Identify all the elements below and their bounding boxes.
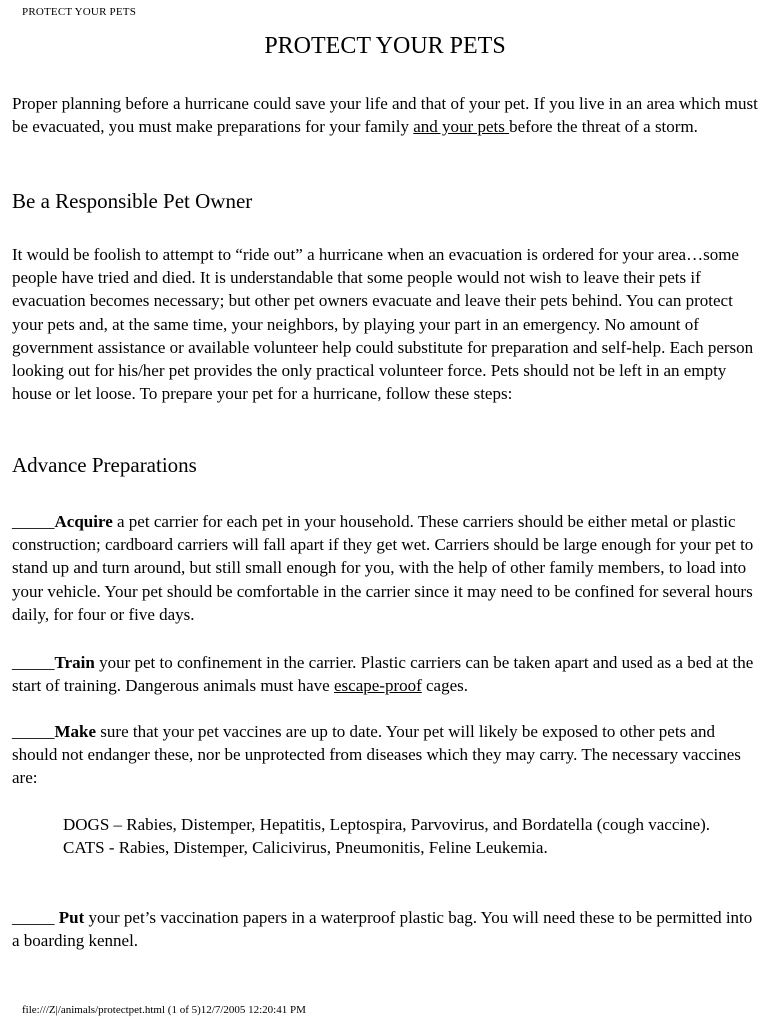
vaccine-dogs: DOGS – Rabies, Distemper, Hepatitis, Leptospira, Parvovirus, and Bordatella (cough vaccine). bbox=[63, 815, 711, 834]
step-keyword: Train bbox=[54, 653, 95, 672]
step-blank: _____ bbox=[12, 512, 55, 531]
intro-underlined-text: and your pets bbox=[413, 117, 510, 137]
step-train bbox=[12, 651, 760, 697]
step-blank: _____ bbox=[12, 653, 55, 672]
step-text: your pet’s vaccination papers in a waterproof plastic bag. You will need these to be permitted into a boarding kennel. bbox=[12, 908, 753, 951]
step-underlined-text: escape-proof bbox=[333, 676, 422, 696]
vaccine-cats: CATS - Rabies, Distemper, Calicivirus, Pneumonitis, Feline Leukemia. bbox=[63, 838, 548, 858]
step-text-end: cages. bbox=[421, 676, 469, 696]
step-blank: _____ bbox=[12, 908, 59, 927]
responsible-owner-paragraph: It would be foolish to attempt to “ride out” a hurricane when an evacuation is ordered for your area…some people have tried and died. It is understandable that some people would not wish to leave their pets if evacuation becomes necessary; but other pet owners evacuate and leave their pets behind. You can protect your pets and, at the same time, your neighbors, by playing your part in an emergency. No amount of government assistance or available volunteer help could substitute for preparation and self-help. Each person looking out for his/her pet provides the only practical volunteer force. Pets should not be left in an empty house or let loose. To prepare your pet for a hurricane, follow these steps: bbox=[12, 245, 754, 404]
step-text: your pet to confinement in the carrier. Plastic carriers can be taken apart and used as a bed at the start of training. Dangerous animals must have bbox=[12, 653, 754, 696]
step-keyword: Make bbox=[54, 722, 97, 741]
step-text: a pet carrier for each pet in your household. These carriers should be either metal or plastic construction; cardboard carriers will fall apart if they get wet. Carriers should be large enough for your pet to stand up and turn around, but still small enough for you, with the help of other family members, to load into your vehicle. Your pet should be comfortable in the carrier since it may need to be confined for several hours daily, for four or five days. bbox=[12, 512, 754, 624]
step-keyword: Put bbox=[58, 908, 85, 927]
intro-text-2: before the threat of a storm. bbox=[509, 117, 698, 137]
step-blank: _____ bbox=[12, 722, 55, 741]
section-heading-advance-preparations: Advance Preparations bbox=[12, 453, 197, 477]
step-text: sure that your pet vaccines are up to date. Your pet will likely be exposed to other pets and should not endanger these, nor be unprotected from diseases which they may carry. The necessary vaccines are: bbox=[12, 722, 741, 788]
vaccine-list bbox=[63, 813, 743, 859]
step-put bbox=[12, 906, 760, 952]
intro-text-1: Proper planning before a hurricane could save your life and that of your pet. If you live in an area which must be evacuated, you must make preparations for your family bbox=[12, 94, 758, 137]
step-acquire bbox=[12, 510, 760, 626]
page-title: PROTECT YOUR PETS bbox=[264, 33, 506, 59]
section-heading-responsible-owner: Be a Responsible Pet Owner bbox=[12, 189, 253, 213]
intro-paragraph bbox=[12, 92, 760, 138]
step-make bbox=[12, 720, 760, 790]
running-header: PROTECT YOUR PETS bbox=[22, 6, 137, 18]
page-footer: file:///Z|/animals/protectpet.html (1 of 5)12/7/2005 12:20:41 PM bbox=[22, 1004, 306, 1016]
step-keyword: Acquire bbox=[54, 512, 113, 531]
